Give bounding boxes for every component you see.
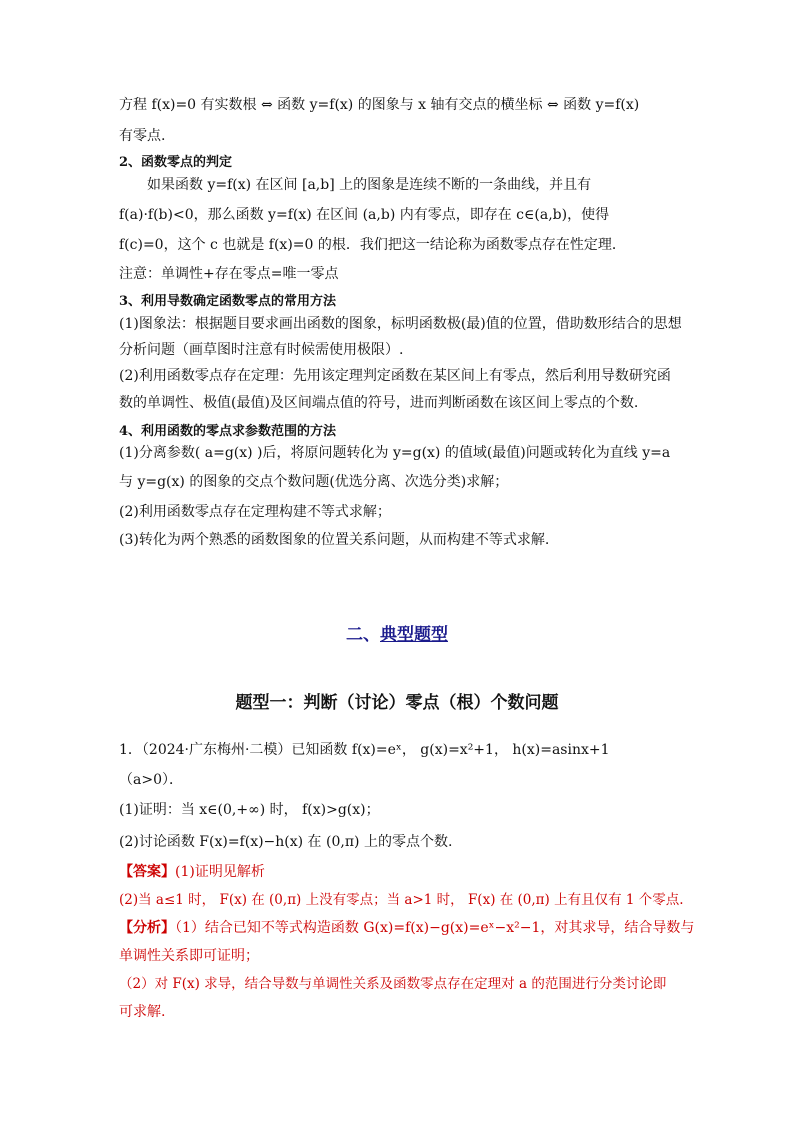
heading-4: 4、利用函数的零点求参数范围的方法 — [119, 424, 337, 439]
section-title-text: 典型题型 — [380, 625, 448, 645]
text-line: f(c)=0，这个 c 也就是 f(x)=0 的根．我们把这一结论称为函数零点存在性定理． — [119, 237, 626, 253]
answer-label: 【答案】 — [119, 864, 175, 880]
text-line: 数的单调性、极值(最值)及区间端点值的符号，进而判断函数在该区间上零点的个数. — [119, 395, 639, 411]
analysis-line: 单调性关系即可证明； — [119, 948, 259, 964]
problem-line: （a>0）． — [119, 772, 183, 788]
heading-3: 3、利用导数确定函数零点的常用方法 — [119, 294, 337, 309]
text-line: (1)图象法：根据题目要求画出函数的图象，标明函数极(最)值的位置，借助数形结合的思想 — [119, 316, 682, 332]
text-line: 与 y=g(x) 的图象的交点个数问题(优选分离、次选分类)求解； — [119, 474, 509, 490]
text-line: 如果函数 y=f(x) 在区间 [a,b] 上的图象是连续不断的一条曲线，并且有 — [147, 177, 592, 193]
answer-part-1: (1)证明见解析 — [175, 864, 265, 880]
text-line: (2)利用函数零点存在定理构建不等式求解； — [119, 504, 391, 520]
text-line: 有零点. — [119, 128, 166, 144]
section-number: 二、 — [346, 625, 380, 645]
answer-line — [119, 862, 679, 882]
note-line: 注意：单调性+存在零点=唯一零点 — [119, 266, 339, 282]
text-line: 分析问题（画草图时注意有时候需使用极限）. — [119, 342, 404, 358]
problem-part-2: (2)讨论函数 F(x)=f(x)−h(x) 在 (0,π) 上的零点个数. — [119, 834, 453, 850]
text-line: (1)分离参数( a=g(x) )后，将原问题转化为 y=g(x) 的值域(最值)问题或转化为直线 y=a — [119, 445, 671, 461]
text-line: (2)利用函数零点存在定理：先用该定理判定函数在某区间上有零点，然后利用导数研究函 — [119, 368, 671, 384]
text-line: (3)转化为两个熟悉的函数图象的位置关系问题，从而构建不等式求解. — [119, 532, 550, 548]
question-type-title: 题型一：判断（讨论）零点（根）个数问题 — [235, 693, 559, 713]
analysis-line — [119, 918, 695, 938]
text-line: f(a)·f(b)<0，那么函数 y=f(x) 在区间 (a,b) 内有零点，即存在 c∈(a,b)，使得 — [119, 207, 610, 223]
text-line: 方程 f(x)=0 有实数根 ⇔ 函数 y=f(x) 的图象与 x 轴有交点的横坐标 ⇔ 函数 y=f(x) — [119, 97, 640, 113]
analysis-label: 【分析】 — [119, 920, 175, 936]
analysis-text: （1）结合已知不等式构造函数 G(x)=f(x)−g(x)=eˣ−x²−1，对其求导，结合导数与 — [175, 920, 695, 936]
analysis-line: 可求解. — [119, 1004, 166, 1020]
section-title — [0, 620, 794, 645]
analysis-line: （2）对 F(x) 求导，结合导数与单调性关系及函数零点存在定理对 a 的范围进行分类讨论即 — [119, 976, 667, 992]
problem-part-1: (1)证明：当 x∈(0,+∞) 时， f(x)>g(x)； — [119, 802, 380, 818]
problem-line: 1．（2024·广东梅州·二模）已知函数 f(x)=eˣ， g(x)=x²+1， h(x)=asinx+1 — [119, 742, 610, 758]
answer-part-2: (2)当 a≤1 时， F(x) 在 (0,π) 上没有零点；当 a>1 时， F(x) 在 (0,π) 上有且仅有 1 个零点. — [119, 892, 684, 908]
heading-2: 2、函数零点的判定 — [119, 155, 233, 170]
